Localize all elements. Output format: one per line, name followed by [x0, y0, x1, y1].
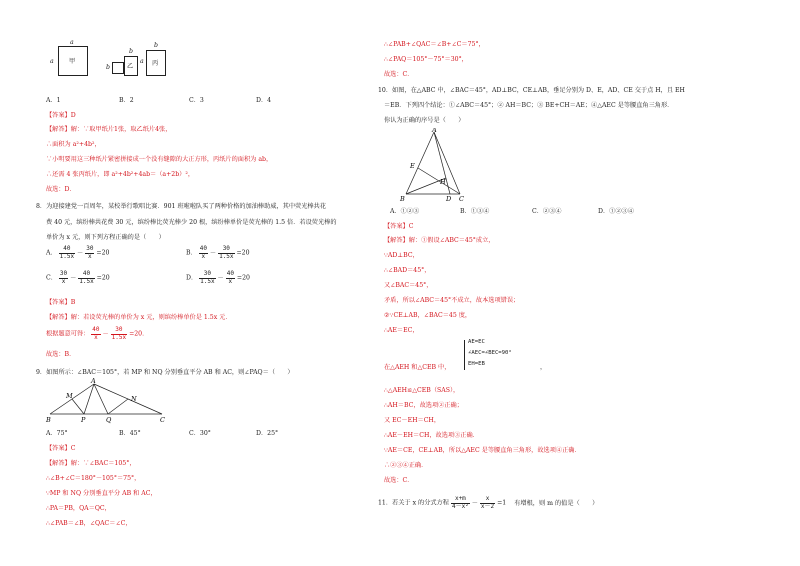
label-a-top: a: [70, 39, 74, 46]
label-b-yi: b: [129, 48, 133, 55]
rhs: =20: [96, 274, 110, 282]
brace-row-2: ∠AEC=∠BEC=90°: [468, 350, 512, 356]
q10-option-a: A．①②③: [390, 208, 420, 215]
q8-option-d: [186, 271, 250, 285]
numerator: 40: [78, 271, 94, 279]
label-b-small: b: [106, 64, 110, 71]
q10-option-c: C．②③④: [532, 208, 562, 215]
q7-explanation-3: ∵小明要用这三种纸片紧密拼接成一个没有缝隙的大正方形，丙纸片的面积为 ab，: [46, 156, 273, 163]
q10-explanation-8-tail: ，: [540, 364, 547, 371]
q10-explanation-9: ∴△AEH≌△CEB（SAS），: [384, 387, 460, 394]
q7-option-b: B．2: [119, 97, 134, 104]
q7-answer: 【答案】D: [46, 112, 76, 119]
q9-label-p: P: [81, 416, 86, 424]
rhs: =1: [497, 499, 507, 507]
q9-explanation-3: ∵MP 和 NQ 分别垂直平分 AB 和 AC，: [46, 490, 157, 497]
q8-explanation-1: 【解答】解：若设荧光棒的单价为 x 元，则缤纷棒单价是 1.5x 元．: [46, 314, 232, 321]
q9-label-c: C: [160, 416, 165, 424]
q9-explanation-4: ∴PA＝PB，QA＝QC，: [46, 505, 111, 512]
rhs: =20: [236, 274, 250, 282]
denominator: 1.5x: [219, 252, 234, 260]
fraction: [85, 246, 94, 260]
operator: －: [471, 499, 478, 507]
label-b-bing: b: [154, 42, 158, 49]
q9-continued-3: 故选：C．: [384, 71, 414, 78]
fraction: [111, 327, 127, 341]
fraction: [480, 496, 495, 510]
q8-line-2: 费 40 元，缤纷棒共花费 30 元，缤纷棒比荧光棒少 20 根，缤纷棒单价是荧光棒的 1.5 倍．若设荧光棒的: [46, 219, 337, 226]
denominator: x: [201, 252, 206, 260]
q9-label-q: Q: [106, 416, 112, 424]
denominator: 1.5x: [200, 277, 215, 285]
rhs: =20: [236, 249, 250, 257]
q10-explanation-6: ②∵CE⊥AB，∠BAC＝45 度，: [384, 312, 472, 319]
numerator: 30: [111, 327, 127, 335]
denominator: x: [94, 333, 98, 341]
numerator: 30: [86, 245, 94, 252]
q10-explanation-8: 在△AEH 和△CEB 中，: [384, 364, 451, 371]
q9-answer: 【答案】C: [46, 445, 76, 452]
q10-explanation-5: 矛盾，所以∠ABC＝45°不成立，故本选项错误；: [384, 297, 520, 304]
denominator: x－2: [480, 502, 495, 510]
q10-explanation-14: ∴②③④正确．: [384, 462, 428, 469]
q9-label-b: B: [46, 416, 51, 424]
label-yi: 乙: [127, 63, 134, 70]
q7-explanation-2: ∴面积为 a²+4b²，: [46, 141, 101, 148]
q11-text: 11．若关于 x 的分式方程: [378, 499, 449, 507]
q10-label-h: H: [440, 178, 446, 186]
numerator: x: [480, 496, 495, 504]
fraction: [59, 271, 68, 285]
rhs: =20: [96, 249, 110, 257]
q9-option-a: A．75°: [46, 430, 68, 437]
q7-explanation-1: 【解答】解：∵取甲纸片1张，取乙纸片4张，: [46, 126, 172, 133]
label-a-side: a: [50, 58, 54, 65]
q7-explanation-5: 故选：D．: [46, 186, 76, 193]
q8-explanation-2: [46, 327, 148, 341]
q8-line-3: 单价为 x 元，则下列方程正确的是（ ）: [46, 234, 165, 241]
q9-label-m: M: [66, 392, 73, 400]
numerator: 30: [199, 271, 215, 279]
q9-continued-2: ∴∠PAQ＝105°－75°＝30°，: [384, 56, 468, 63]
q8-explanation-2-text: 根据题意可得：: [46, 330, 90, 338]
brace-row-3: EH=EB: [468, 361, 485, 367]
q8-option-b: [186, 246, 250, 260]
q9-line-1: 9．如图所示：∠BAC＝105°，若 MP 和 NQ 分别垂直平分 AB 和 AC，则∠PAQ＝（ ）: [36, 369, 294, 376]
q9-option-c: C．30°: [189, 430, 211, 437]
q7-option-a: A．1: [46, 97, 61, 104]
q9-explanation-5: ∴∠PAB＝∠B，∠QAC＝∠C，: [46, 520, 132, 527]
q8-answer: 【答案】B: [46, 299, 76, 306]
q10-explanation-1: 【解答】解：①假设∠ABC＝45°成立，: [384, 237, 495, 244]
numerator: 40: [199, 245, 207, 252]
q8-option-c: [46, 271, 110, 285]
fraction: [218, 246, 234, 260]
denominator: 1.5x: [79, 277, 94, 285]
denominator: x: [61, 277, 66, 285]
operator: －: [209, 249, 217, 257]
q8-line-1: 8．为迎接建党一百周年，某校举行歌唱比赛．901 班啦啦队买了两种价格的加油棒助威，其中荧光棒共花: [36, 203, 326, 210]
label-bing: 丙: [152, 60, 159, 67]
fraction: [199, 246, 208, 260]
q8-option-d-label: D．: [186, 274, 198, 282]
fraction: [91, 327, 100, 341]
q8-option-b-label: B．: [186, 249, 197, 257]
q10-label-a: A: [432, 128, 437, 134]
q7-option-d: D．4: [256, 97, 272, 104]
q11-text-tail: 有增根，则 m 的值是（ ）: [514, 499, 599, 507]
q10-label-d: D: [446, 195, 452, 203]
q11-line: [378, 496, 598, 510]
q10-label-e: E: [410, 162, 415, 170]
q10-explanation-4: 又∠BAC＝45°，: [384, 282, 433, 289]
q10-line-3: 你认为正确的序号是（ ）: [384, 117, 465, 124]
q10-label-b: B: [400, 195, 405, 203]
q9-label-n: N: [131, 395, 137, 403]
numerator: 40: [226, 270, 234, 277]
q10-option-d: D．①②③④: [598, 208, 634, 215]
q9-option-d: D．25°: [256, 430, 279, 437]
q8-option-c-label: C．: [46, 274, 57, 282]
paper-squares-figure: [50, 40, 170, 86]
q8-option-a-label: A．: [46, 249, 57, 257]
q9-explanation-2: ∴∠B+∠C＝180°－105°＝75°，: [46, 475, 141, 482]
q7-option-c: C．3: [189, 97, 204, 104]
q9-triangle-figure: [44, 378, 174, 426]
q10-explanation-11: 又 EC－EH＝CH，: [384, 417, 441, 424]
denominator: 4－x²: [451, 502, 469, 510]
numerator: x+m: [451, 496, 470, 504]
numerator: 30: [59, 270, 68, 277]
brace-row-1: AE=EC: [468, 339, 485, 345]
q10-triangle-figure: [398, 128, 478, 204]
q10-explanation-10: ∴AH＝BC，故选项②正确；: [384, 402, 463, 409]
brace: [464, 340, 465, 370]
denominator: x: [228, 277, 233, 285]
rhs: =20．: [129, 330, 149, 338]
q10-explanation-12: ∴AE－EH＝CH，故选项③正确．: [384, 432, 479, 439]
q9-option-b: B．45°: [119, 430, 141, 437]
fraction: [78, 271, 94, 285]
numerator: 40: [59, 246, 75, 254]
q10-line-2: ＝EB．下列四个结论：①∠ABC＝45°；② AH＝BC；③ BE+CH＝AE；④△AEC 是等腰直角三角形．: [384, 102, 674, 109]
operator: －: [102, 330, 109, 338]
q7-explanation-4: ∴还需 4 张丙纸片，即 a²+4b²+4ab＝（a+2b）²，: [46, 171, 195, 178]
q9-explanation-1: 【解答】解：∵∠BAC＝105°，: [46, 460, 136, 467]
q8-option-a: [46, 246, 109, 260]
square-b-small: [112, 62, 124, 74]
q9-continued-1: ∴∠PAB+∠QAC＝∠B+∠C＝75°，: [384, 41, 485, 48]
operator: －: [70, 274, 77, 282]
denominator: 1.5x: [59, 252, 75, 260]
q10-line-1: 10．如图，在△ABC 中，∠BAC＝45°，AD⊥BC，CE⊥AB，垂足分别为 D、E，AD、CE 交于点 H，且 EH: [378, 87, 685, 94]
label-a-bing: a: [140, 58, 144, 65]
operator: －: [217, 274, 224, 282]
q10-explanation-3: ∴∠BAD＝45°，: [384, 267, 431, 274]
fraction: [59, 246, 75, 260]
fraction: [451, 496, 470, 510]
q10-explanation-7: ∴AE＝EC，: [384, 327, 419, 334]
denominator: x: [88, 252, 92, 260]
fraction: [199, 271, 215, 285]
q9-label-a: A: [91, 378, 96, 385]
numerator: 40: [92, 326, 100, 333]
q10-explanation-15: 故选：C．: [384, 477, 414, 484]
numerator: 30: [218, 246, 234, 254]
label-jia: 甲: [69, 58, 76, 65]
q10-answer: 【答案】C: [384, 223, 414, 230]
q10-explanation-2: ∵AD⊥BC，: [384, 252, 419, 259]
q10-option-b: B．①③④: [460, 208, 490, 215]
q10-label-c: C: [459, 195, 464, 203]
q8-explanation-3: 故选：B．: [46, 351, 76, 358]
fraction: [226, 271, 235, 285]
denominator: 1.5x: [111, 333, 127, 341]
q10-explanation-13: ∵AE＝CE，CE⊥AB，所以△AEC 是等腰直角三角形，故选项④正确．: [384, 447, 581, 454]
operator: －: [77, 249, 84, 257]
